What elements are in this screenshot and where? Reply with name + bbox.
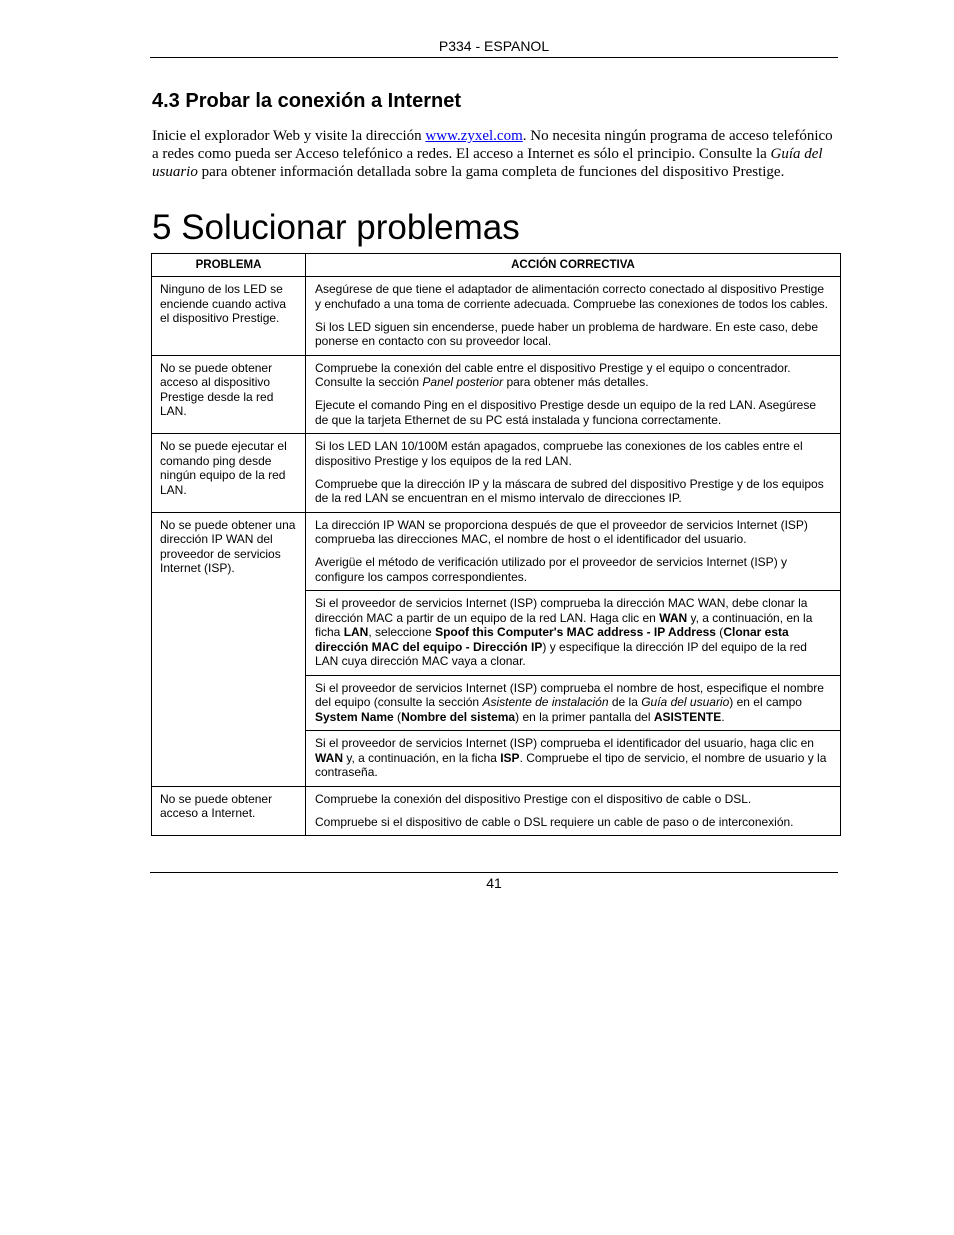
problem-cell: No se puede obtener acceso al dispositivo Prestige desde la red LAN. — [152, 355, 306, 434]
page-number: 41 — [486, 875, 502, 891]
action-paragraph: Ejecute el comando Ping en el dispositivo Prestige desde un equipo de la red LAN. Asegúrese de que la tarjeta Ethernet de su PC está instalada y funciona correctamente. — [315, 398, 816, 427]
action-paragraph — [315, 361, 832, 390]
action-cell — [306, 277, 841, 356]
text-span: ( — [393, 709, 402, 724]
text-span: ) en la primer pantalla del — [515, 709, 654, 724]
intro-paragraph — [152, 127, 842, 181]
bold-term: System Name — [315, 709, 394, 724]
text-span: de la — [608, 695, 642, 709]
problem-cell: No se puede obtener acceso a Internet. — [152, 786, 306, 836]
text-span: Si el proveedor de servicios Internet (ISP) comprueba la dirección MAC WAN, debe clonar la dirección MAC a partir de un equipo de la red LAN. Haga clic en — [315, 596, 808, 625]
text-span: ) y especifique la dirección IP del equipo de la red LAN cuya dirección MAC vaya a clonar. — [315, 639, 807, 668]
action-paragraph: Compruebe la conexión del dispositivo Prestige con el dispositivo de cable o DSL. — [315, 791, 752, 806]
action-paragraph: Compruebe que la dirección IP y la máscara de subred del dispositivo Prestige y de los equipos de la red LAN se encuentran en el mismo intervalo de direcciones IP. — [315, 476, 824, 505]
text-span: ( — [715, 625, 724, 639]
intro-text-3: para obtener información detallada sobre la gama completa de funciones del dispositivo Prestige. — [197, 164, 785, 180]
action-paragraph: Si los LED siguen sin encenderse, puede haber un problema de hardware. En este caso, debe ponerse en contacto con su proveedor local. — [315, 319, 818, 348]
text-span: Si el proveedor de servicios Internet (ISP) comprueba el nombre de host, especifique el nombre del equipo (consulte la sección — [315, 680, 824, 709]
action-cell — [306, 434, 841, 513]
text-span: Compruebe la conexión del cable entre el dispositivo Prestige y el equipo o concentrador. Consulte la sección — [315, 360, 791, 389]
text-span: . — [721, 709, 725, 724]
bold-term: ASISTENTE — [653, 709, 722, 724]
action-paragraph: Compruebe si el dispositivo de cable o DSL requiere un cable de paso o de interconexión. — [315, 814, 794, 829]
footer-rule — [150, 872, 838, 873]
intro-text-2: . No necesita ningún programa de acceso telefónico a redes como pueda ser Acceso telefónico a redes. El acceso a Internet es sólo el principio. Consulte la — [152, 128, 833, 162]
action-paragraph — [315, 681, 832, 725]
action-paragraph: Asegúrese de que tiene el adaptador de alimentación correcto conectado al dispositivo Prestige y enchufado a una toma de corriente adecuada. Compruebe las conexiones de todos los cables. — [315, 282, 828, 311]
header-action: ACCIÓN CORRECTIVA — [306, 254, 841, 277]
text-span: . Compruebe el tipo de servicio, el nombre de usuario y la contraseña. — [315, 750, 827, 779]
problem-cell: No se puede obtener una dirección IP WAN del proveedor de servicios Internet (ISP). — [152, 512, 306, 786]
header-problem: PROBLEMA — [152, 254, 306, 277]
action-paragraph — [315, 736, 832, 780]
table-row — [152, 434, 841, 513]
header-rule — [150, 57, 838, 58]
action-cell — [306, 355, 841, 434]
action-cell — [306, 731, 841, 787]
text-span: , seleccione — [368, 625, 436, 639]
section-5-heading: 5 Solucionar problemas — [152, 208, 520, 247]
text-span: para obtener más detalles. — [503, 375, 649, 389]
table-row — [152, 786, 841, 836]
action-paragraph: La dirección IP WAN se proporciona después de que el proveedor de servicios Internet (ISP) comprueba las direcciones MAC, el nombre de host o el identificador del usuario. — [315, 517, 808, 546]
text-span: y, a continuación, en la ficha — [315, 610, 813, 639]
action-cell — [306, 786, 841, 836]
bold-term: WAN — [315, 750, 343, 765]
italic-term: Guía del usuario — [641, 695, 730, 709]
text-span: y, a continuación, en la ficha — [343, 750, 501, 765]
page-header: P334 - ESPANOL — [438, 38, 550, 54]
bold-term: ISP — [500, 750, 520, 765]
table-header-row — [152, 254, 841, 277]
bold-term: LAN — [343, 625, 369, 639]
intro-text-1: Inicie el explorador Web y visite la dirección — [152, 128, 426, 144]
problem-cell: No se puede ejecutar el comando ping desde ningún equipo de la red LAN. — [152, 434, 306, 513]
section-4-3-heading: 4.3 Probar la conexión a Internet — [152, 90, 461, 112]
action-paragraph: Averigüe el método de verificación utilizado por el proveedor de servicios Internet (ISP) y configure los campos correspondientes. — [315, 555, 788, 584]
zyxel-link[interactable]: www.zyxel.com — [425, 128, 523, 144]
action-cell — [306, 512, 841, 591]
action-cell — [306, 675, 841, 731]
user-guide-reference: Guía del usuario — [152, 146, 823, 180]
action-paragraph — [315, 596, 832, 669]
table-row — [152, 277, 841, 356]
problem-cell: Ninguno de los LED se enciende cuando activa el dispositivo Prestige. — [152, 277, 306, 356]
bold-term: Clonar esta dirección MAC del equipo - Dirección IP — [315, 625, 789, 654]
bold-term: WAN — [659, 610, 688, 625]
action-paragraph: Si los LED LAN 10/100M están apagados, compruebe las conexiones de los cables entre el dispositivo Prestige y los equipos de la red LAN. — [315, 439, 803, 468]
text-span: ) en el campo — [729, 695, 802, 709]
table-row — [152, 512, 841, 591]
table-row — [152, 355, 841, 434]
italic-term: Asistente de instalación — [482, 695, 609, 709]
action-cell — [306, 591, 841, 676]
text-span: Si el proveedor de servicios Internet (ISP) comprueba el identificador del usuario, haga clic en — [315, 736, 814, 750]
panel-reference: Panel posterior — [422, 375, 504, 389]
bold-term: Nombre del sistema — [401, 709, 516, 724]
troubleshooting-table — [151, 253, 841, 836]
bold-term: Spoof this Computer's MAC address - IP Address — [435, 625, 716, 639]
